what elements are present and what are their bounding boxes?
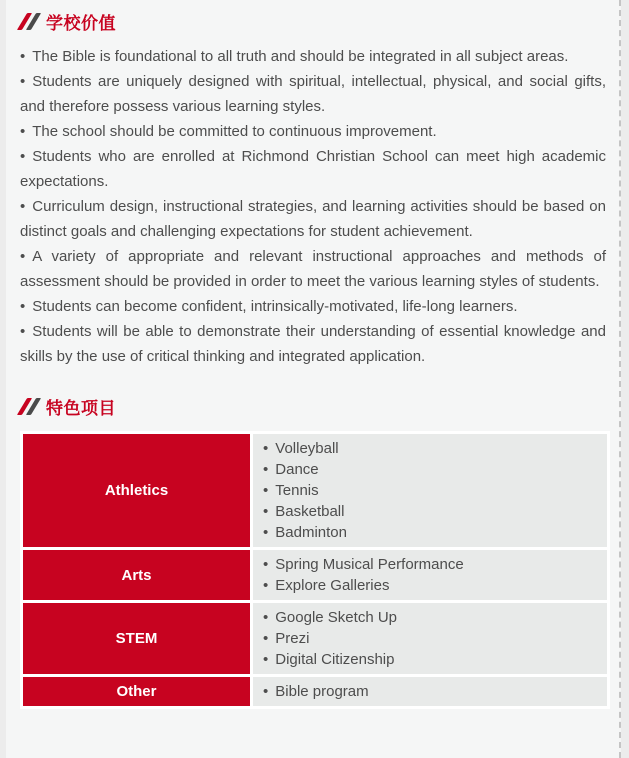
program-item: [263, 438, 597, 459]
bullet-marker: •: [263, 556, 269, 573]
section-title: 学校价值: [46, 13, 116, 33]
program-item-text: Digital Citizenship: [275, 651, 395, 668]
special-programs-heading: [22, 395, 606, 417]
programs-table: [20, 431, 610, 709]
program-row: [22, 676, 609, 708]
program-category-cell: Athletics: [22, 433, 252, 549]
value-item: [20, 194, 606, 244]
program-item: [263, 522, 597, 543]
program-items-list: [263, 554, 597, 596]
bullet-marker: •: [20, 298, 26, 315]
value-text: Students can become confident, intrinsically-motivated, life-long learners.: [32, 298, 518, 315]
bullet-marker: •: [20, 323, 26, 340]
value-item: [20, 319, 606, 369]
program-item: [263, 575, 597, 596]
program-items-cell: [252, 549, 609, 602]
program-item: [263, 501, 597, 522]
value-item: [20, 294, 606, 319]
program-row: [22, 549, 609, 602]
program-item: [263, 628, 597, 649]
program-item: [263, 554, 597, 575]
bullet-marker: •: [263, 683, 269, 700]
value-text: The Bible is foundational to all truth and should be integrated in all subject areas.: [32, 48, 569, 65]
program-row: [22, 602, 609, 676]
program-items-list: [263, 607, 597, 670]
section-title: 特色项目: [46, 398, 116, 418]
bullet-marker: •: [263, 482, 269, 499]
value-item: [20, 244, 606, 294]
double-slash-icon: [22, 398, 36, 415]
program-item-text: Spring Musical Performance: [275, 556, 464, 573]
value-item: [20, 144, 606, 194]
section-special-programs: [18, 395, 606, 709]
bullet-marker: •: [263, 440, 269, 457]
program-item-text: Tennis: [275, 482, 319, 499]
program-items-cell: [252, 676, 609, 708]
program-item-text: Basketball: [275, 503, 345, 520]
bullet-marker: •: [263, 630, 269, 647]
bullet-marker: •: [20, 148, 26, 165]
program-item: [263, 607, 597, 628]
value-text: A variety of appropriate and relevant instructional approaches and methods of assessment should be provided in order to meet the various learning styles of students.: [20, 248, 606, 290]
value-text: Curriculum design, instructional strategies, and learning activities should be based on distinct goals and challenging expectations for student achievement.: [20, 198, 606, 240]
bullet-marker: •: [263, 577, 269, 594]
value-item: [20, 69, 606, 119]
bullet-marker: •: [20, 198, 26, 215]
program-category-cell: STEM: [22, 602, 252, 676]
bullet-marker: •: [20, 73, 26, 90]
program-item-text: Prezi: [275, 630, 310, 647]
program-items-cell: [252, 433, 609, 549]
program-category-cell: Other: [22, 676, 252, 708]
content-panel: [6, 0, 621, 758]
value-item: [20, 44, 606, 69]
program-item-text: Dance: [275, 461, 319, 478]
value-item: [20, 119, 606, 144]
double-slash-icon: [22, 13, 36, 30]
program-items-list: [263, 438, 597, 543]
program-item-text: Bible program: [275, 683, 369, 700]
program-items-cell: [252, 602, 609, 676]
bullet-marker: •: [263, 503, 269, 520]
program-item-text: Explore Galleries: [275, 577, 390, 594]
bullet-marker: •: [20, 123, 26, 140]
school-values-heading: [22, 10, 606, 32]
program-item-text: Badminton: [275, 524, 347, 541]
values-list: [20, 44, 606, 369]
program-item: [263, 649, 597, 670]
bullet-marker: •: [20, 248, 26, 265]
value-text: Students will be able to demonstrate their understanding of essential knowledge and skills by the use of critical thinking and integrated application.: [20, 323, 606, 365]
bullet-marker: •: [263, 651, 269, 668]
program-item: [263, 480, 597, 501]
program-item-text: Volleyball: [275, 440, 339, 457]
section-school-values: [18, 10, 606, 369]
bullet-marker: •: [263, 461, 269, 478]
program-category-cell: Arts: [22, 549, 252, 602]
program-item-text: Google Sketch Up: [275, 609, 398, 626]
program-items-list: [263, 681, 597, 702]
bullet-marker: •: [20, 48, 26, 65]
bullet-marker: •: [263, 609, 269, 626]
value-text: Students are uniquely designed with spiritual, intellectual, physical, and social gifts, and therefore possess various learning styles.: [20, 73, 606, 115]
value-text: The school should be committed to continuous improvement.: [32, 123, 437, 140]
value-text: Students who are enrolled at Richmond Christian School can meet high academic expectations.: [20, 148, 606, 190]
bullet-marker: •: [263, 524, 269, 541]
program-item: [263, 459, 597, 480]
program-row: [22, 433, 609, 549]
program-item: [263, 681, 597, 702]
